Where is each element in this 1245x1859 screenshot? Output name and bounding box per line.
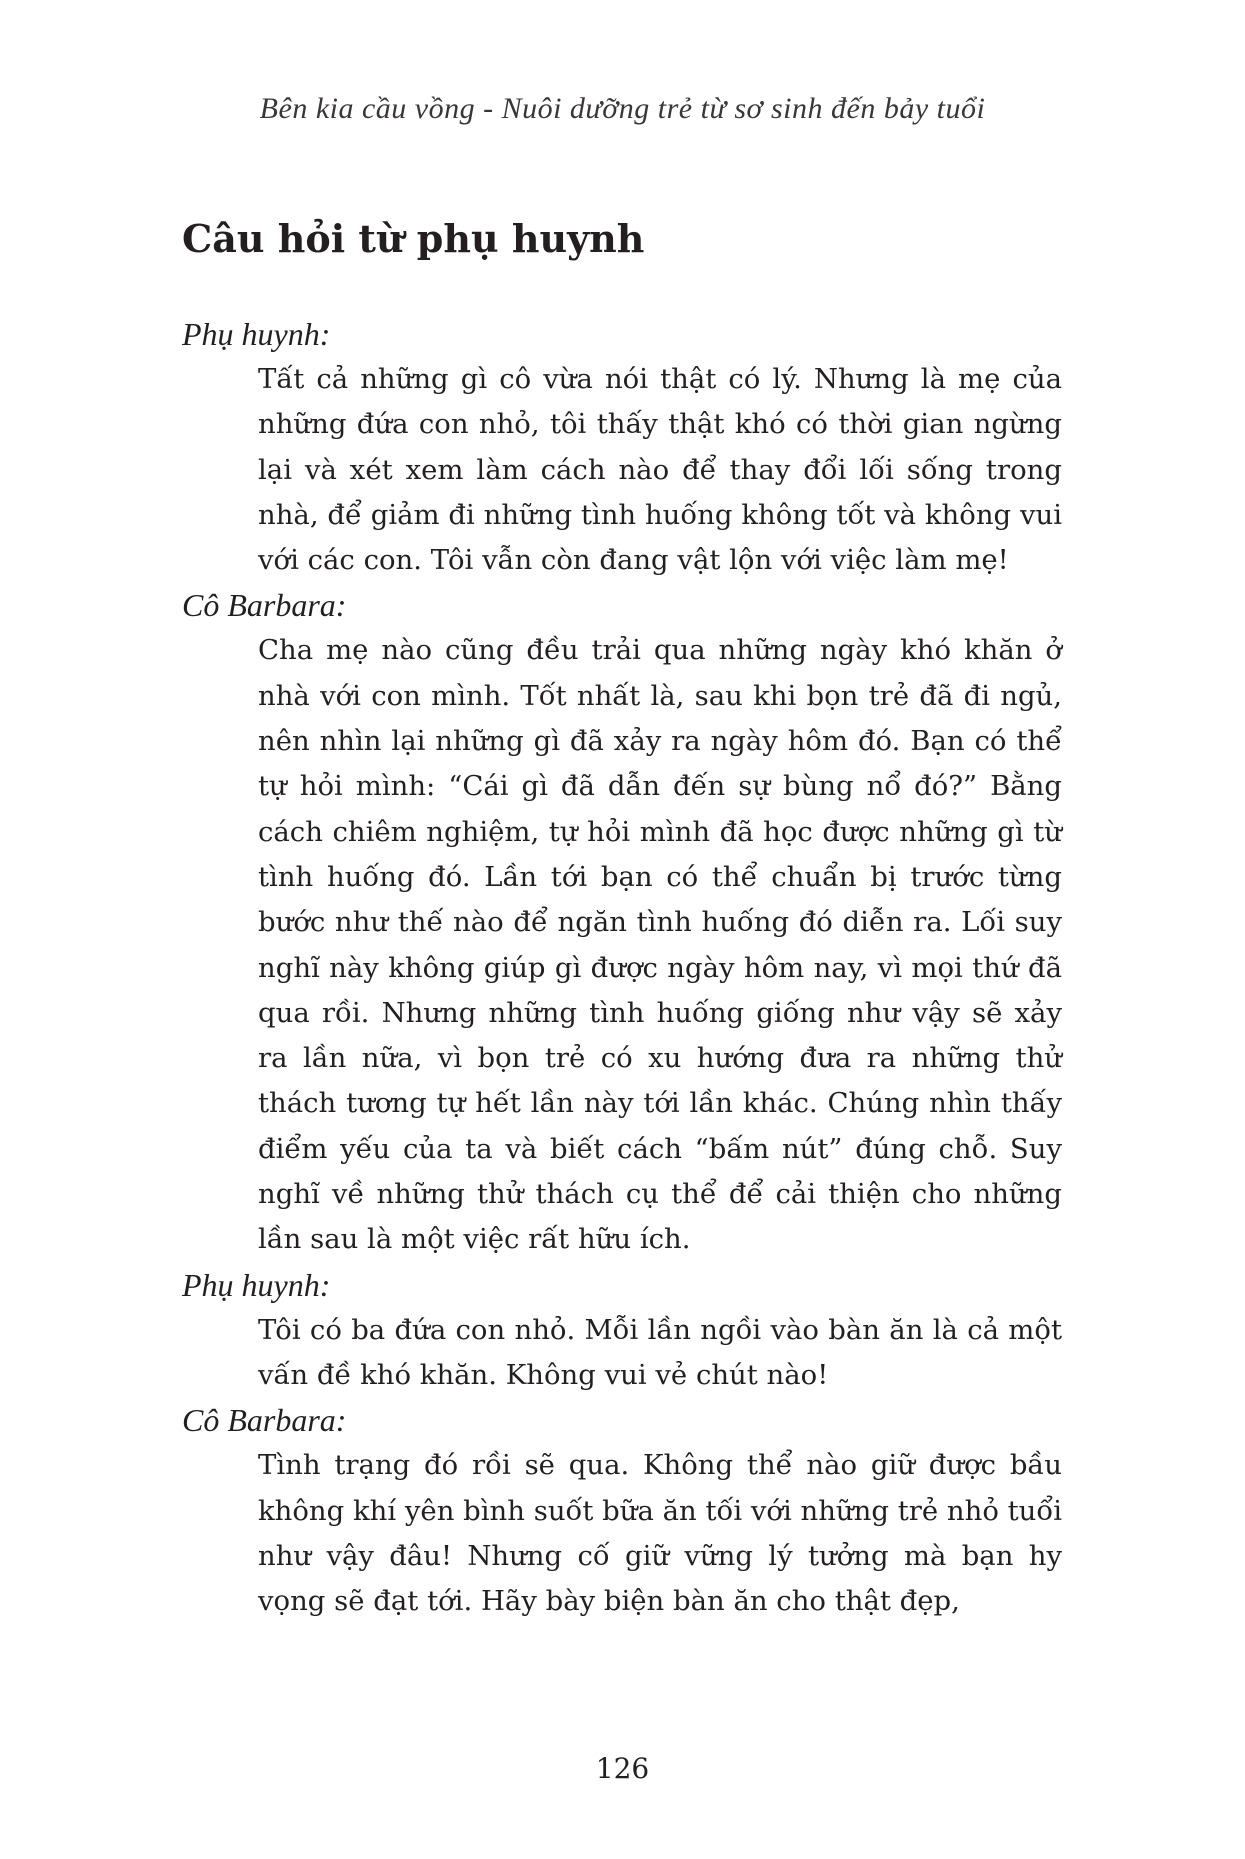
dialogue-turn [182, 1398, 1062, 1624]
dialogue [182, 312, 1062, 1624]
speaker-label: Phụ huynh: [182, 316, 331, 352]
section-title: Câu hỏi từ phụ huynh [182, 216, 645, 261]
dialogue-turn [182, 583, 1062, 1262]
speech-paragraph: Cha mẹ nào cũng đều trải qua những ngày khó khăn ở nhà với con mình. Tốt nhất là, sau khi bọn trẻ đã đi ngủ, nên nhìn lại những gì đã xảy ra ngày hôm đó. Bạn có thể tự hỏi mình: “Cái gì đã dẫn đến sự bùng nổ đó?” Bằng cách chiêm nghiệm, tự hỏi mình đã học được những gì từ tình huống đó. Lần tới bạn có thể chuẩn bị trước từng bước như thế nào để ngăn tình huống đó diễn ra. Lối suy nghĩ này không giúp gì được ngày hôm nay, vì mọi thứ đã qua rồi. Nhưng những tình huống giống như vậy sẽ xảy ra lần nữa, vì bọn trẻ có xu hướng đưa ra những thử thách tương tự hết lần này tới lần khác. Chúng nhìn thấy điểm yếu của ta và biết cách “bấm nút” đúng chỗ. Suy nghĩ về những thử thách cụ thể để cải thiện cho những lần sau là một việc rất hữu ích. [258, 634, 1062, 1256]
speaker-label: Cô Barbara: [182, 1402, 347, 1439]
speaker-label: Phụ huynh: [182, 1266, 331, 1303]
running-header: Bên kia cầu vồng - Nuôi dưỡng trẻ từ sơ sinh đến bảy tuổi [259, 92, 986, 125]
dialogue-turn [182, 1263, 1062, 1399]
dialogue-turn [182, 312, 1062, 583]
speech-paragraph: Tất cả những gì cô vừa nói thật có lý. Nhưng là mẹ của những đứa con nhỏ, tôi thấy thật khó có thời gian ngừng lại và xét xem làm cách nào để thay đổi lối sống trong nhà, để giảm đi những tình huống không tốt và không vui với các con. Tôi vẫn còn đang vật lộn với việc làm mẹ! [258, 363, 1062, 577]
page-number: 126 [595, 1752, 650, 1785]
speech-paragraph: Tình trạng đó rồi sẽ qua. Không thể nào giữ được bầu không khí yên bình suốt bữa ăn tối với những trẻ nhỏ tuổi như vậy đâu! Nhưng cố giữ vững lý tưởng mà bạn hy vọng sẽ đạt tới. Hãy bày biện bàn ăn cho thật đẹp, [258, 1449, 1063, 1618]
speech-paragraph: Tôi có ba đứa con nhỏ. Mỗi lần ngồi vào bàn ăn là cả một vấn đề khó khăn. Không vui vẻ chút nào! [258, 1313, 1062, 1391]
speaker-label: Cô Barbara: [182, 587, 347, 624]
